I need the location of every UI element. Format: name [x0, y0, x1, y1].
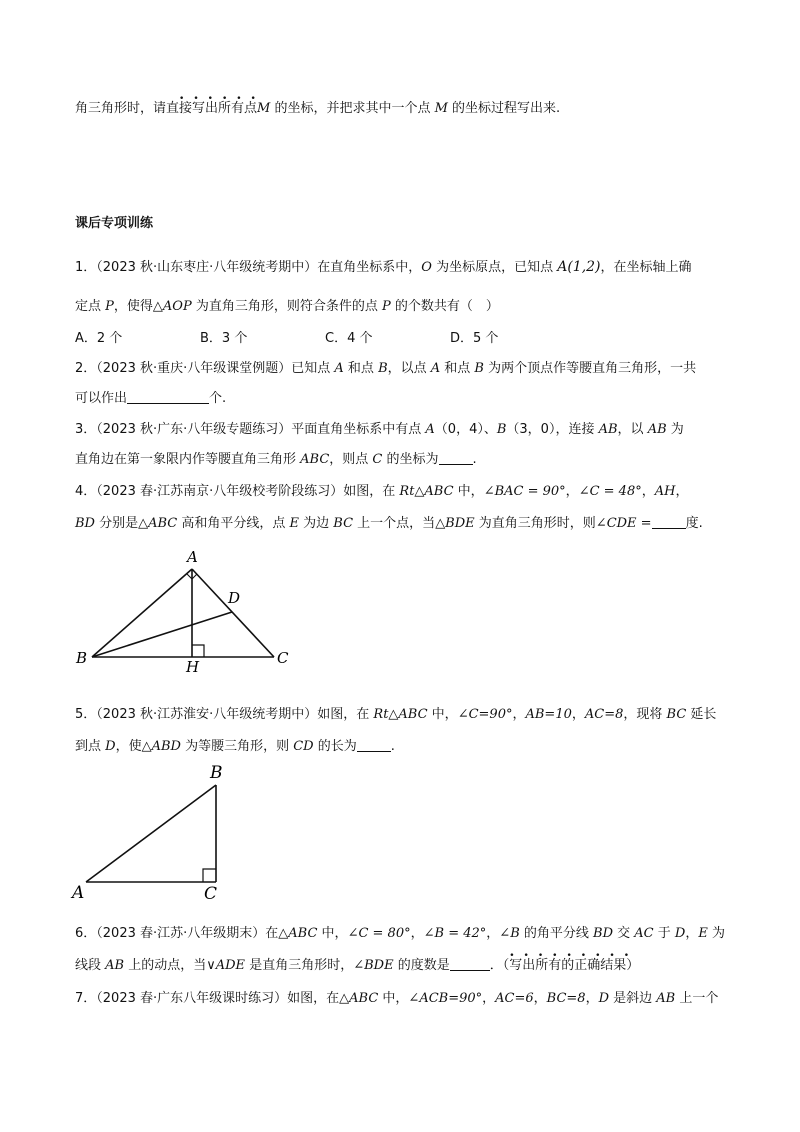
question-number: 5． — [75, 707, 97, 722]
q5-line1: 5．（2023 秋·江苏淮安·八年级统考期中）如图，在 Rt△ABC 中，∠C=90°，AB=10，AC=8，现将 BC 延长 — [75, 707, 717, 722]
question-number: 2． — [75, 361, 97, 376]
question-source: （2023 春·江苏南京·八年级校考阶段练习） — [96, 484, 344, 499]
emphasis-text: ••••••••• 写出所有的正确结果 — [509, 958, 626, 973]
right-angle-mark-c — [203, 869, 216, 882]
label-a: A — [187, 548, 198, 566]
q5-triangle-figure — [70, 760, 250, 905]
side-ab — [86, 785, 216, 882]
intro-text: 角三角形时，请直 — [75, 101, 180, 116]
label-a: A — [72, 883, 85, 903]
q4-triangle-figure — [70, 545, 300, 675]
q5-line2: 到点 D，使△ABD 为等腰三角形，则 CD 的长为 . — [75, 739, 395, 754]
label-b: B — [210, 763, 223, 783]
option-b: B．3 个 — [200, 331, 248, 346]
side-ab — [92, 569, 192, 657]
var-m: M — [257, 101, 271, 116]
var-m-2: M — [434, 101, 448, 116]
answer-blank — [439, 451, 473, 465]
q2-line1: 2．（2023 秋·重庆·八年级课堂例题）已知点 A 和点 B，以点 A 和点 B 为两个顶点作等腰直角三角形，一共 — [75, 361, 697, 376]
section-title: 课后专项训练 — [75, 216, 154, 231]
q1-options — [75, 330, 575, 348]
q3-line1: 3．（2023 秋·广东·八年级专题练习）平面直角坐标系中有点 A（0，4）、B（3，0），连接 AB，以 AB 为 — [75, 422, 684, 437]
answer-blank — [357, 738, 391, 752]
q3-line2: 直角边在第一象限内作等腰直角三角形 ABC，则点 C 的坐标为 . — [75, 452, 477, 467]
label-d: D — [228, 589, 241, 607]
q4-line2: BD 分别是△ABC 高和角平分线，点 E 为边 BC 上一个点，当△BDE 为直角三角形时，则∠CDE = 度. — [75, 516, 703, 531]
emphasis-text: •••••• 接写出所有点 — [179, 101, 257, 116]
label-c: C — [204, 884, 218, 904]
side-ac — [192, 569, 274, 657]
intro-line — [75, 94, 561, 118]
emphasis-dots: •••••• — [179, 94, 265, 104]
emphasis-dots: ••••••••• — [509, 951, 638, 961]
question-source: （2023 秋·广东·八年级专题练习） — [96, 422, 292, 437]
option-a: A．2 个 — [75, 331, 123, 346]
answer-blank — [652, 515, 686, 529]
question-source: （2023 秋·江苏淮安·八年级统考期中） — [96, 707, 318, 722]
q6-line2: 线段 AB 上的动点，当∨ADE 是直角三角形时，∠BDE 的度数是 ．（ ••••••••• 写出所有的正确结果） — [75, 957, 639, 975]
bisector-bd — [92, 612, 232, 657]
label-c: C — [277, 649, 289, 667]
question-source: （2023 春·广东八年级课时练习） — [96, 991, 288, 1006]
answer-blank — [127, 390, 209, 404]
q2-line2: 可以作出 个. — [75, 391, 227, 406]
q1-line2: 定点 P，使得△AOP 为直角三角形，则符合条件的点 P 的个数共有（ ） — [75, 299, 499, 314]
question-number: 6． — [75, 926, 97, 941]
option-d: D．5 个 — [450, 331, 499, 346]
label-b: B — [76, 649, 88, 667]
q7-line1: 7．（2023 春·广东八年级课时练习）如图，在△ABC 中，∠ACB=90°，AC=6，BC=8，D 是斜边 AB 上一个 — [75, 991, 719, 1006]
question-number: 3． — [75, 422, 97, 437]
q6-line1: 6．（2023 春·江苏·八年级期末）在△ABC 中，∠C = 80°，∠B = 42°，∠B 的角平分线 BD 交 AC 于 D，E 为 — [75, 926, 725, 941]
right-angle-mark-h — [192, 645, 204, 657]
question-number: 7． — [75, 991, 97, 1006]
question-number: 1． — [75, 260, 97, 275]
option-c: C．4 个 — [325, 331, 373, 346]
q4-line1: 4．（2023 春·江苏南京·八年级校考阶段练习）如图，在 Rt△ABC 中，∠BAC = 90°，∠C = 48°，AH， — [75, 484, 689, 499]
label-h: H — [186, 658, 200, 675]
question-source: （2023 秋·山东枣庄·八年级统考期中） — [96, 260, 318, 275]
question-number: 4． — [75, 484, 97, 499]
intro-text-2: 的坐标，并把求其中一个点 — [270, 101, 435, 116]
intro-text-3: 的坐标过程写出来. — [447, 101, 561, 116]
answer-blank — [450, 957, 490, 971]
q1-line1: 1．（2023 秋·山东枣庄·八年级统考期中）在直角坐标系中，O 为坐标原点，已知点 A(1,2)，在坐标轴上确 — [75, 259, 692, 275]
question-source: （2023 秋·重庆·八年级课堂例题） — [96, 361, 292, 376]
question-source: （2023 春·江苏·八年级期末） — [96, 926, 266, 941]
